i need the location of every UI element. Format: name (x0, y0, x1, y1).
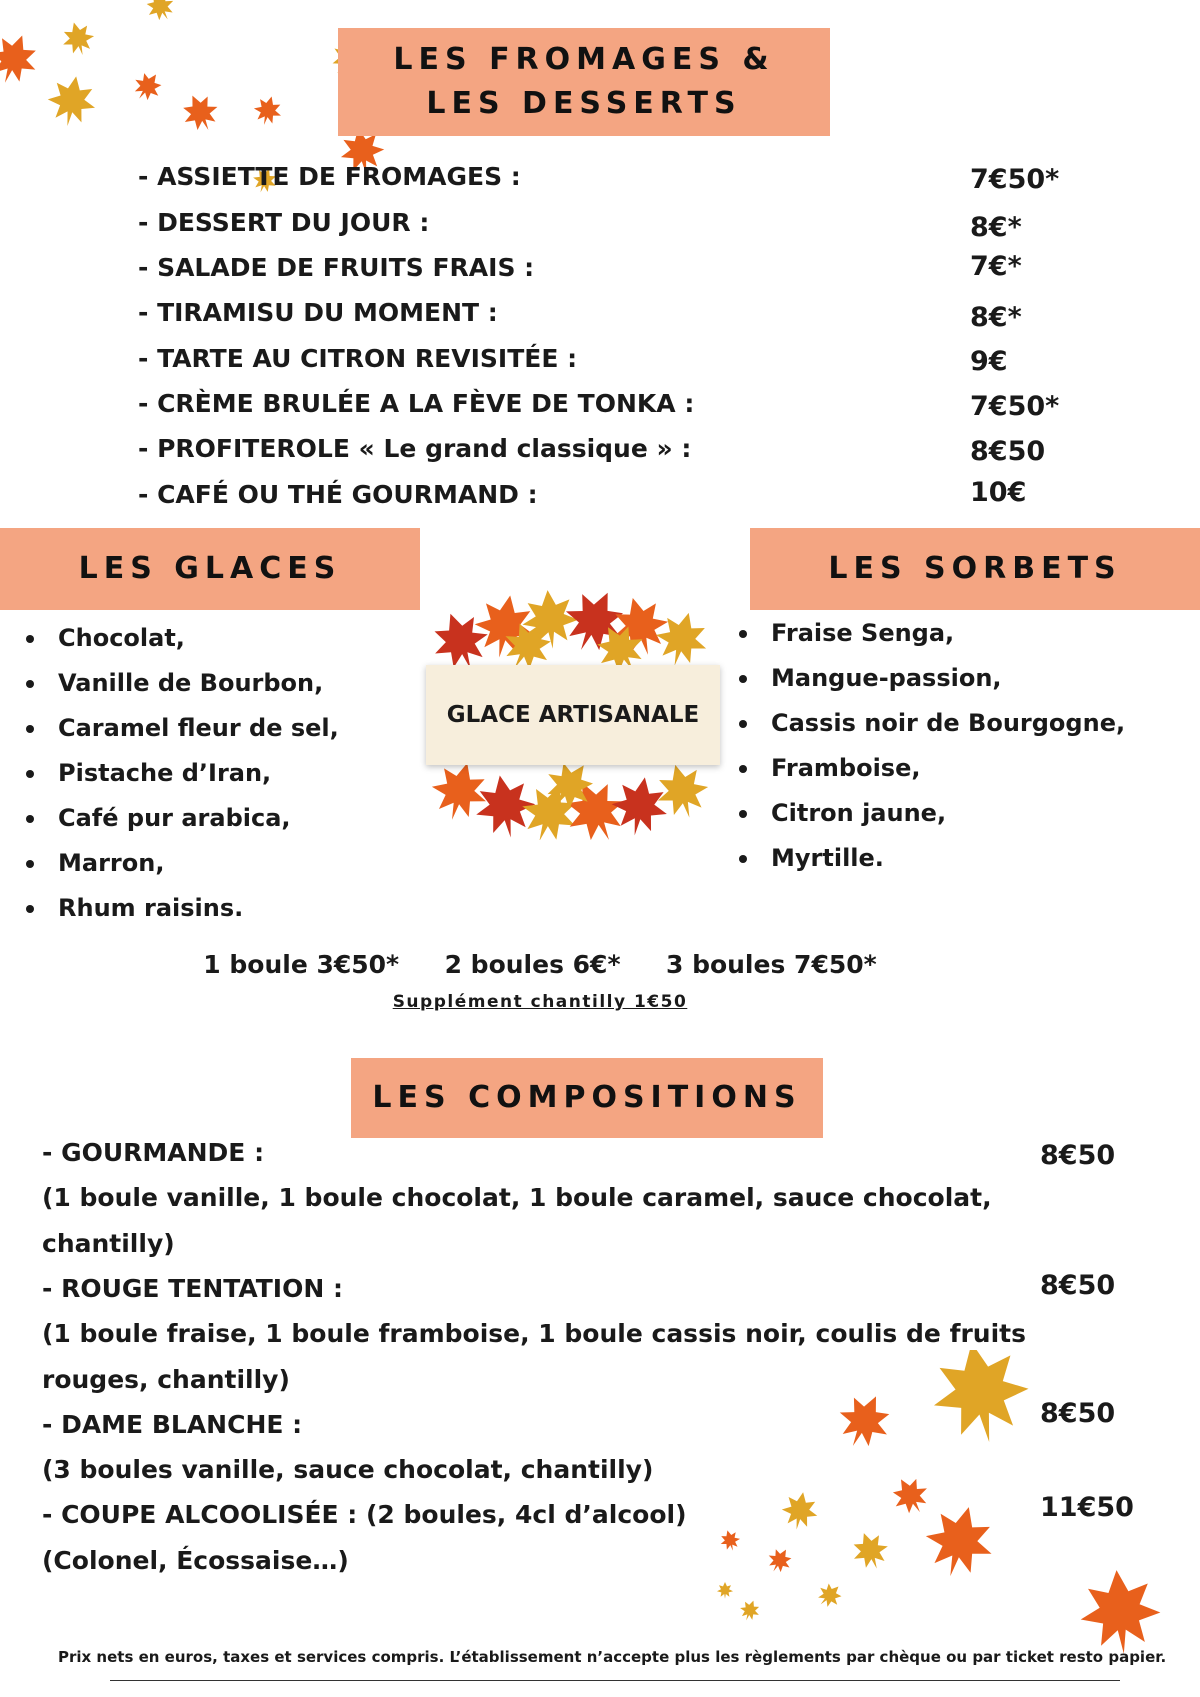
footer-note: Prix nets en euros, taxes et services compris. L’établissement n’accepte plus les règlements par chèque ou par ticket resto papier. (58, 1648, 1167, 1666)
list-item: Fraise Senga, (735, 611, 1125, 656)
dessert-price: 7€50* (970, 391, 1060, 422)
composition-title: - COUPE ALCOOLISÉE : (2 boules, 4cl d’alcool) (42, 1500, 687, 1529)
section-title-line: LES FROMAGES & (393, 42, 775, 77)
dessert-name: - PROFITEROLE « Le grand classique » : (138, 434, 692, 463)
composition-desc: (Colonel, Écossaise…) (42, 1546, 349, 1575)
list-item: Framboise, (735, 746, 1125, 791)
dessert-price: 8€50 (970, 436, 1046, 467)
composition-title: - ROUGE TENTATION : (42, 1274, 343, 1303)
price-two-scoops: 2 boules 6€* (444, 950, 621, 979)
glaces-list (22, 616, 339, 931)
dessert-name: - DESSERT DU JOUR : (138, 208, 430, 237)
dessert-price: 8€* (970, 302, 1022, 333)
composition-price: 8€50 (1040, 1270, 1116, 1301)
composition-price: 8€50 (1040, 1398, 1116, 1429)
list-item: Cassis noir de Bourgogne, (735, 701, 1125, 746)
section-title-fromages-desserts (338, 28, 830, 136)
dessert-name: - ASSIETTE DE FROMAGES : (138, 162, 521, 191)
section-title-glaces (0, 528, 420, 610)
dessert-name: - CAFÉ OU THÉ GOURMAND : (138, 480, 538, 509)
list-item: Myrtille. (735, 836, 1125, 881)
section-title-line: LES DESSERTS (426, 86, 742, 121)
dessert-price: 8€* (970, 212, 1022, 243)
section-title-text: LES COMPOSITIONS (372, 1080, 802, 1115)
list-item: Pistache d’Iran, (22, 751, 339, 796)
section-title-text: LES SORBETS (828, 551, 1122, 586)
composition-title: - DAME BLANCHE : (42, 1410, 303, 1439)
dessert-price: 7€50* (970, 164, 1060, 195)
list-item: Chocolat, (22, 616, 339, 661)
supplement-note: Supplément chantilly 1€50 (392, 992, 688, 1012)
dessert-name: - TIRAMISU DU MOMENT : (138, 298, 498, 327)
section-title-text: LES GLACES (78, 551, 342, 586)
composition-desc: rouges, chantilly) (42, 1365, 290, 1394)
dessert-name: - SALADE DE FRUITS FRAIS : (138, 253, 535, 282)
list-item: Mangue-passion, (735, 656, 1125, 701)
glace-artisanale-badge (426, 665, 720, 765)
badge-label: GLACE ARTISANALE (446, 702, 700, 728)
composition-desc: (3 boules vanille, sauce chocolat, chantilly) (42, 1455, 654, 1484)
composition-desc: chantilly) (42, 1229, 175, 1258)
list-item: Marron, (22, 841, 339, 886)
list-item: Vanille de Bourbon, (22, 661, 339, 706)
composition-desc: (1 boule fraise, 1 boule framboise, 1 boule cassis noir, coulis de fruits (42, 1319, 1026, 1348)
list-item: Caramel fleur de sel, (22, 706, 339, 751)
composition-price: 8€50 (1040, 1140, 1116, 1171)
dessert-price: 7€* (970, 251, 1022, 282)
list-item: Rhum raisins. (22, 886, 339, 931)
composition-price: 11€50 (1040, 1492, 1134, 1523)
sorbets-list (735, 611, 1125, 881)
price-three-scoops: 3 boules 7€50* (665, 950, 877, 979)
list-item: Café pur arabica, (22, 796, 339, 841)
section-title-compositions (351, 1058, 823, 1138)
dessert-name: - CRÈME BRULÉE A LA FÈVE DE TONKA : (138, 389, 695, 418)
composition-desc: (1 boule vanille, 1 boule chocolat, 1 boule caramel, sauce chocolat, (42, 1183, 992, 1212)
list-item: Citron jaune, (735, 791, 1125, 836)
dessert-name: - TARTE AU CITRON REVISITÉE : (138, 344, 578, 373)
price-one-scoop: 1 boule 3€50* (203, 950, 400, 979)
composition-title: - GOURMANDE : (42, 1138, 265, 1167)
scoop-prices (0, 950, 1080, 979)
section-title-sorbets (750, 528, 1200, 610)
dessert-price: 10€ (970, 477, 1027, 508)
footer-divider (110, 1680, 1120, 1681)
dessert-price: 9€ (970, 346, 1008, 377)
